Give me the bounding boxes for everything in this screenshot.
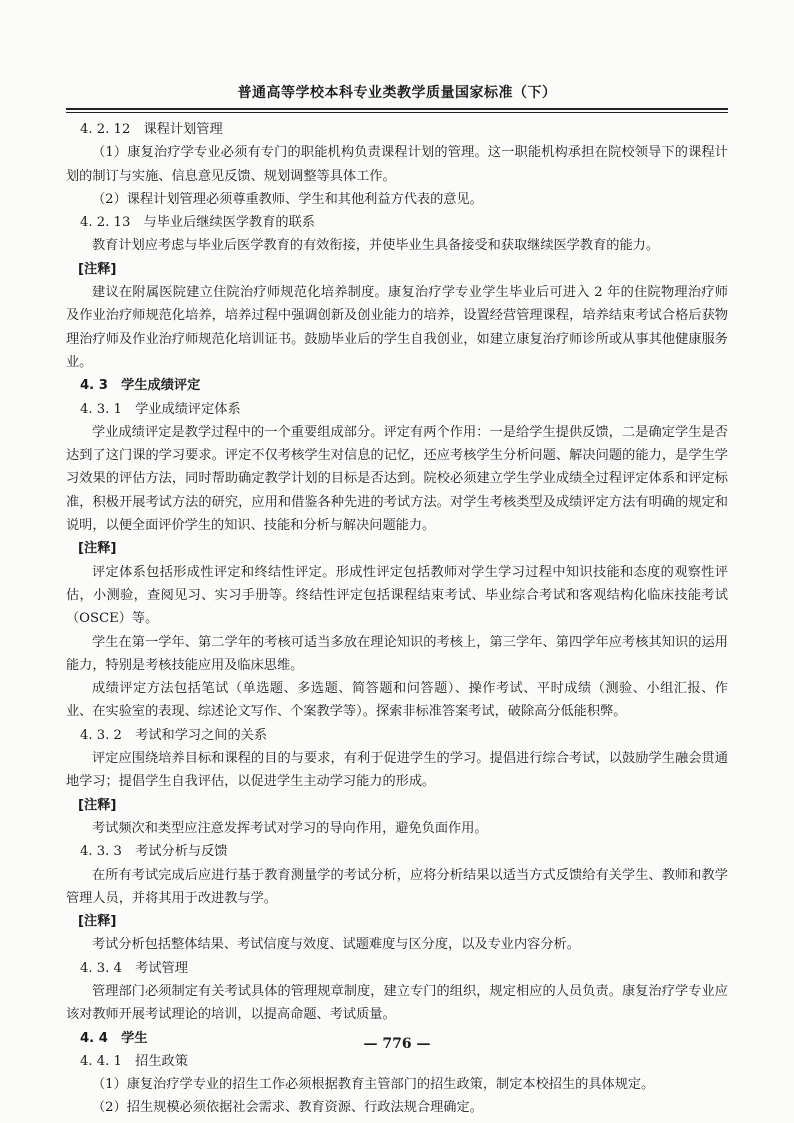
note-label: [注释] <box>78 797 117 813</box>
page-number: — 776 — <box>363 1036 431 1052</box>
note-label: [注释] <box>78 261 117 277</box>
paragraph: 学生在第一学年、第二学年的考核可适当多放在理论知识的考核上，第三学年、第四学年应考核其知识的运用能力，特别是考核技能应用及临床思维。 <box>66 634 728 673</box>
paragraph: 管理部门必须制定有关考试具体的管理规章制度，建立专门的组织，规定相应的人员负责。康复治疗学专业应该对教师开展考试理论的培训，以提高命题、考试质量。 <box>66 983 728 1023</box>
subsection-heading: 4. 3. 1 学业成绩评定体系 <box>80 401 241 417</box>
document-body <box>66 118 728 1120</box>
paragraph: 学业成绩评定是教学过程中的一个重要组成部分。评定有两个作用：一是给学生提供反馈，二是确定学生是否达到了这门课的学习要求。评定不仅考核学生对信息的记忆，还应考核学生分析问题、解决问题的能力，是学生学习效果的评估方法，同时帮助确定教学计划的目标是否达到。院校必须建立学生学业成绩全过程评定体系和评定标准，积极开展考试方法的研究，应用和借鉴各种先进的考试方法。对学生考核类型及成绩评定方法有明确的规定和说明，以便全面评价学生的知识、技能和分析与解决问题能力。 <box>66 424 728 534</box>
paragraph: 评定应围绕培养目标和课程的目的与要求，有利于促进学生的学习。提倡进行综合考试，以鼓励学生融会贯通地学习；提倡学生自我评估，以促进学生主动学习能力的形成。 <box>66 751 728 790</box>
paragraph: （1）康复治疗学专业必须有专门的职能机构负责课程计划的管理。这一职能机构承担在院校领导下的课程计划的制订与实施、信息意见反馈、规划调整等具体工作。 <box>66 145 728 184</box>
subsection-heading: 4. 2. 12 课程计划管理 <box>80 122 223 137</box>
subsection-heading: 4. 2. 13 与毕业后继续医学教育的联系 <box>80 215 315 231</box>
paragraph: 考试分析包括整体结果、考试信度与效度、试题难度与区分度，以及专业内容分析。 <box>92 937 580 953</box>
paragraph: （1）康复治疗学专业的招生工作必须根据教育主管部门的招生政策，制定本校招生的具体规定。 <box>92 1077 655 1093</box>
running-header: 普通高等学校本科专业类教学质量国家标准（下） <box>237 85 557 101</box>
subsection-heading: 4. 4. 1 招生政策 <box>80 1053 188 1069</box>
paragraph: 成绩评定方法包括笔试（单选题、多选题、简答题和问答题）、操作考试、平时成绩（测验、小组汇报、作业、在实验室的表现、综述论文写作、个案教学等）。探索非标准答案考试，破除高分低能积弊。 <box>66 681 728 720</box>
paragraph: 评定体系包括形成性评定和终结性评定。形成性评定包括教师对学生学习过程中知识技能和态度的观察性评估，小测验，查阅见习、实习手册等。终结性评定包括课程结束考试、毕业综合考试和客观结构化临床技能考试（OSCE）等。 <box>66 564 728 627</box>
paragraph: （2）招生规模必须依据社会需求、教育资源、行政法规合理确定。 <box>92 1100 483 1116</box>
header-rule <box>66 108 728 113</box>
subsection-heading: 4. 3. 3 考试分析与反馈 <box>80 844 228 860</box>
subsection-heading: 4. 3. 2 考试和学习之间的关系 <box>80 727 268 743</box>
note-label: [注释] <box>78 914 117 930</box>
paragraph: 考试频次和类型应注意发挥考试对学习的导向作用，避免负面作用。 <box>92 820 488 836</box>
section-heading: 4. 4 学生 <box>80 1030 148 1046</box>
subsection-heading: 4. 3. 4 考试管理 <box>80 960 188 976</box>
paragraph: 教育计划应考虑与毕业后医学教育的有效衔接，并使毕业生具备接受和获取继续医学教育的能力。 <box>92 238 660 254</box>
section-heading: 4. 3 学生成绩评定 <box>80 378 201 394</box>
paragraph: 在所有考试完成后应进行基于教育测量学的考试分析，应将分析结果以适当方式反馈给有关学生、教师和教学管理人员，并将其用于改进教与学。 <box>66 867 728 906</box>
note-label: [注释] <box>78 541 117 557</box>
paragraph: 建议在附属医院建立住院治疗师规范化培养制度。康复治疗学专业学生毕业后可进入 2 年的住院物理治疗师及作业治疗师规范化培养，培养过程中强调创新及创业能力的培养，设置经营管理课程，培养结束考试合格后获物理治疗师及作业治疗师规范化培训证书。鼓励毕业后的学生自我创业，如建立康复治疗师诊所或从事其他健康服务业。 <box>66 285 728 370</box>
paragraph: （2）课程计划管理必须尊重教师、学生和其他利益方代表的意见。 <box>92 191 483 207</box>
